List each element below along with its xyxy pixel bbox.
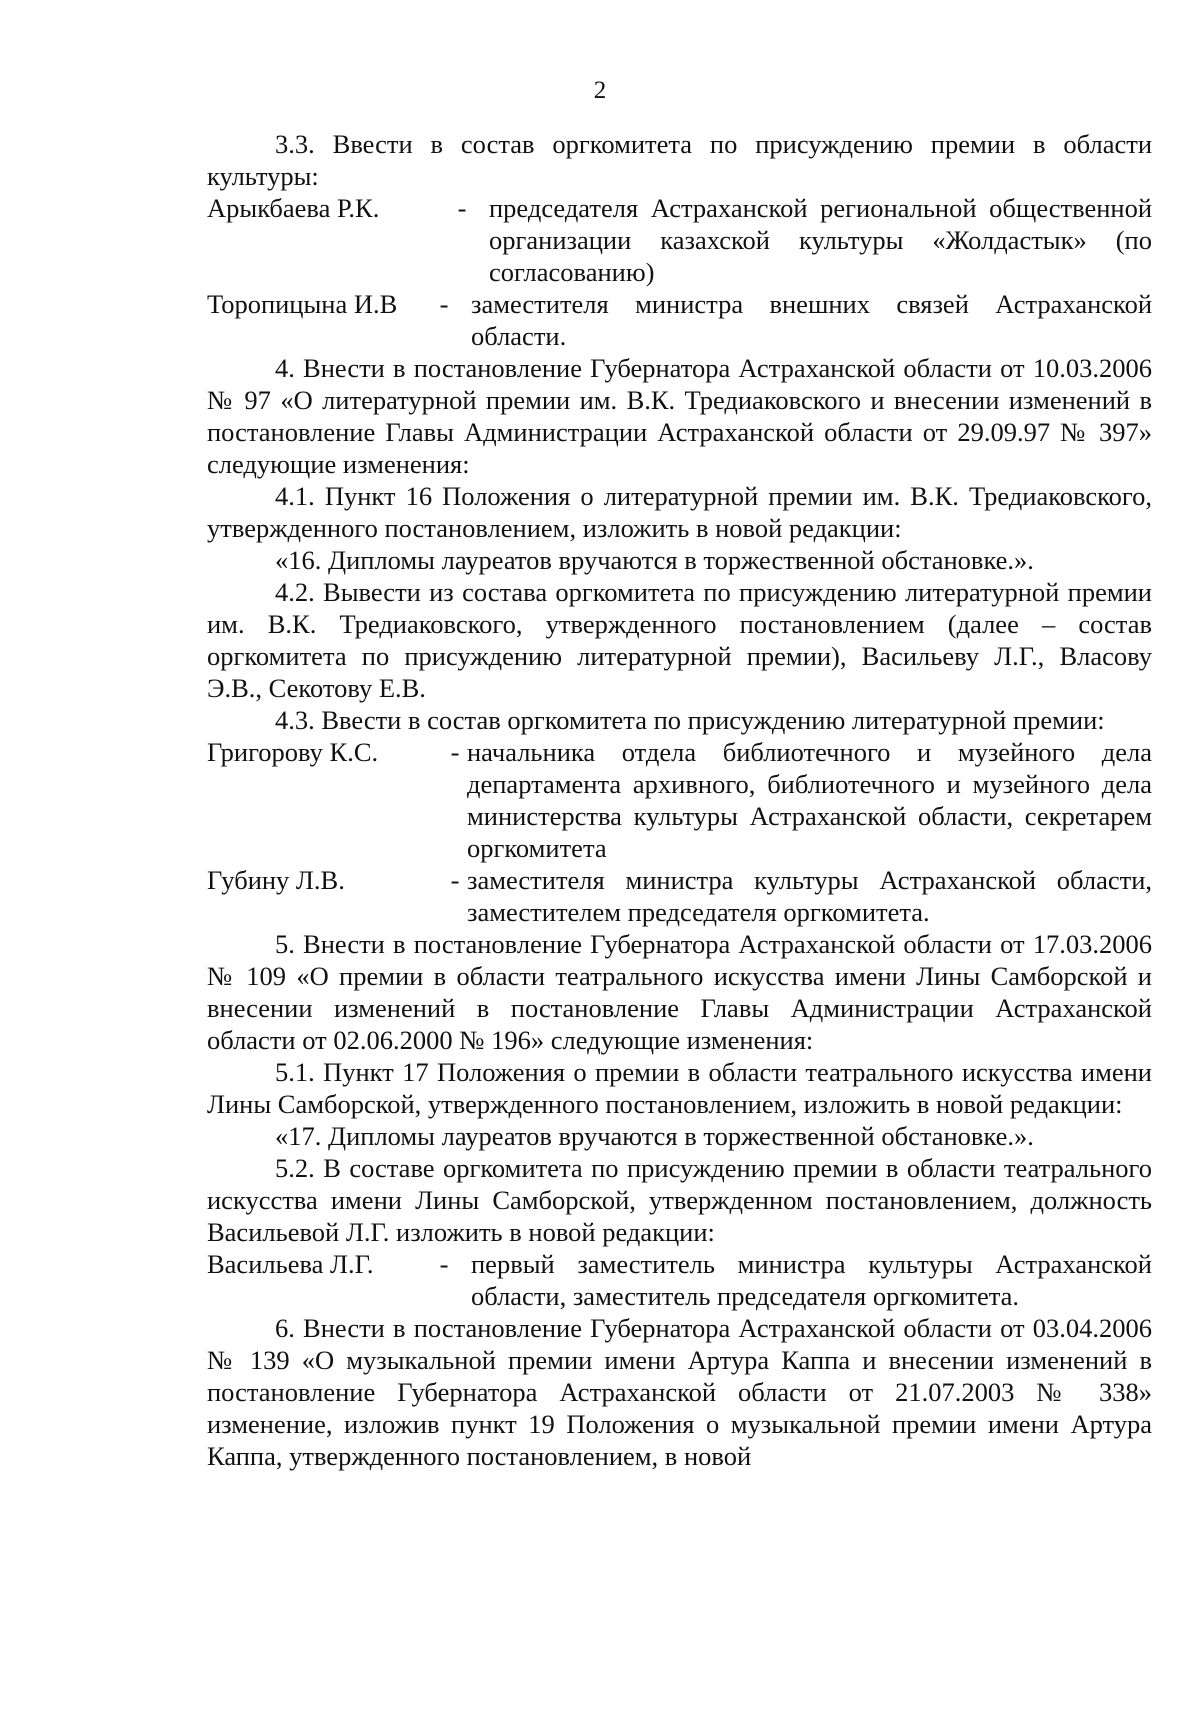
member-dash: -	[457, 193, 467, 223]
member-name: Васильева Л.Г.	[207, 1249, 374, 1279]
member-dash: -	[450, 865, 460, 895]
paragraph-4-3: 4.3. Ввести в состав оргкомитета по присуждению литературной премии:	[275, 705, 1105, 735]
paragraph-4-1: 4.1. Пункт 16 Положения о литературной премии им. В.К. Тредиаковского, утвержденного постановлением, изложить в новой редакции:	[207, 481, 1152, 543]
member-entry	[207, 192, 1152, 288]
paragraph-5: 5. Внести в постановление Губернатора Астраханской области от 17.03.2006 № 109 «О премии в области театрального искусства имени Лины Самборской и внесении изменений в постановление Главы Администрации Астраханской области от 02.06.2000 № 196» следующие изменения:	[207, 929, 1152, 1055]
member-entry	[207, 736, 1152, 864]
paragraph-5-1-quote: «17. Дипломы лауреатов вручаются в торжественной обстановке.».	[275, 1121, 1034, 1151]
page-number: 2	[593, 77, 607, 104]
member-entry	[207, 288, 1152, 352]
member-entry	[207, 1248, 1152, 1312]
member-name: Григорову К.С.	[207, 737, 379, 767]
paragraph-5-1: 5.1. Пункт 17 Положения о премии в области театрального искусства имени Лины Самборской, утвержденного постановлением, изложить в новой редакции:	[207, 1057, 1152, 1119]
paragraph-4-2: 4.2. Вывести из состава оргкомитета по присуждению литературной премии им. В.К. Тредиаковского, утвержденного постановлением (далее – состав оргкомитета по присуждению литературной премии), Васильеву Л.Г., Власову Э.В., Секотову Е.В.	[207, 577, 1152, 703]
member-position: первый заместитель министра культуры Астраханской области, заместитель председателя оргкомитета.	[471, 1249, 1152, 1311]
member-position: председателя Астраханской региональной общественной организации казахской культуры «Жолдастык» (по согласованию)	[489, 193, 1152, 287]
member-name: Торопицына И.В	[207, 289, 398, 319]
document-body	[207, 128, 1152, 1472]
member-dash: -	[439, 289, 449, 319]
member-dash: -	[450, 737, 460, 767]
member-name: Арыкбаева Р.К.	[207, 193, 380, 223]
paragraph-4-1-quote: «16. Дипломы лауреатов вручаются в торжественной обстановке.».	[275, 545, 1034, 575]
member-position: заместителя министра внешних связей Астраханской области.	[471, 289, 1152, 351]
member-name: Губину Л.В.	[207, 865, 345, 895]
paragraph-5-2: 5.2. В составе оргкомитета по присуждению премии в области театрального искусства имени Лины Самборской, утвержденном постановлением, должность Васильевой Л.Г. изложить в новой редакции:	[207, 1153, 1152, 1247]
paragraph-3-3: 3.3. Ввести в состав оргкомитета по присуждению премии в области культуры:	[207, 129, 1152, 191]
member-dash: -	[439, 1249, 449, 1279]
member-entry	[207, 864, 1152, 928]
paragraph-4: 4. Внести в постановление Губернатора Астраханской области от 10.03.2006 № 97 «О литературной премии им. В.К. Тредиаковского и внесении изменений в постановление Главы Администрации Астраханской области от 29.09.97 № 397» следующие изменения:	[207, 353, 1152, 479]
paragraph-6: 6. Внести в постановление Губернатора Астраханской области от 03.04.2006 № 139 «О музыкальной премии имени Артура Каппа и внесении изменений в постановление Губернатора Астраханской области от 21.07.2003 № 338» изменение, изложив пункт 19 Положения о музыкальной премии имени Артура Каппа, утвержденного постановлением, в новой	[207, 1313, 1152, 1471]
member-position: заместителя министра культуры Астраханской области, заместителем председателя оргкомитета.	[467, 865, 1152, 927]
member-position: начальника отдела библиотечного и музейного дела департамента архивного, библиотечного и музейного дела министерства культуры Астраханской области, секретарем оргкомитета	[467, 737, 1152, 863]
